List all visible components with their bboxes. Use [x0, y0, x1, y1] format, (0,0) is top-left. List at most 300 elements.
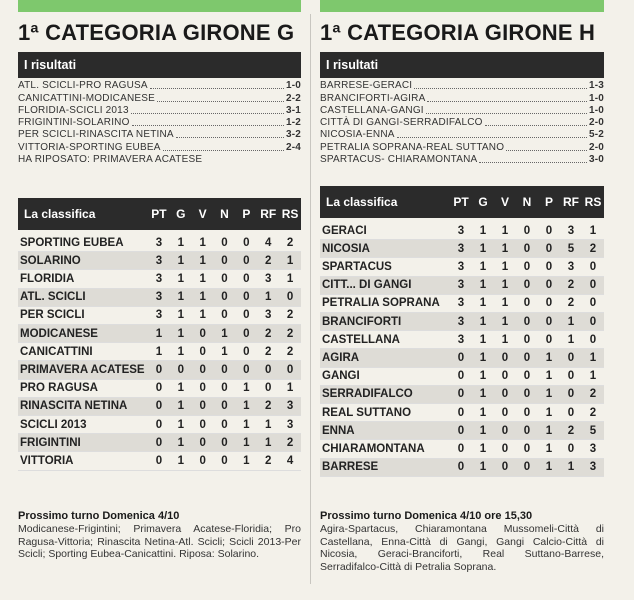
result-row	[320, 129, 604, 141]
team-name: NICOSIA	[322, 242, 370, 255]
stat-v: 0	[199, 345, 206, 358]
dot-leader	[485, 125, 587, 126]
result-row	[18, 105, 301, 117]
stat-n: 0	[221, 291, 228, 304]
team-name: PRO RAGUSA	[20, 382, 98, 395]
stat-n: 0	[523, 333, 531, 346]
stat-n: 0	[523, 351, 531, 364]
stat-g: 1	[479, 461, 487, 474]
stat-g: 1	[177, 345, 184, 358]
stat-rf: 5	[567, 242, 575, 255]
stat-v: 0	[199, 400, 206, 413]
stat-n: 0	[221, 254, 228, 267]
stat-n: 0	[523, 279, 531, 292]
stat-p: 0	[545, 261, 553, 274]
stat-v: 1	[199, 291, 206, 304]
stat-rs: 2	[589, 406, 597, 419]
result-match: CANICATTINI-MODICANESE	[18, 92, 155, 104]
standings-row	[320, 368, 604, 386]
result-row	[320, 105, 604, 117]
girone-g-results-header: I risultati	[18, 52, 301, 78]
column-header-g: G	[478, 195, 488, 210]
standings-row	[320, 258, 604, 276]
stat-v: 0	[199, 436, 206, 449]
stat-n: 0	[221, 418, 228, 431]
stat-pt: 0	[155, 454, 163, 467]
stat-pt: 0	[155, 436, 163, 449]
standings-row	[320, 440, 604, 458]
stat-rs: 3	[286, 400, 294, 413]
stat-n: 0	[221, 309, 228, 322]
team-name: CASTELLANA	[322, 333, 400, 346]
stat-p: 1	[243, 418, 250, 431]
result-row	[320, 80, 604, 92]
stat-rf: 1	[265, 436, 272, 449]
column-header-rs: RS	[281, 207, 299, 222]
stat-v: 0	[501, 424, 509, 437]
result-row	[18, 129, 301, 141]
stat-pt: 3	[457, 315, 465, 328]
top-green-strip-left	[18, 0, 301, 12]
result-score: 2-0	[588, 117, 604, 129]
result-match: PER SCICLI-RINASCITA NETINA	[18, 129, 174, 141]
dot-leader	[163, 150, 284, 151]
stat-g: 1	[177, 273, 184, 286]
girone-h-results-header: I risultati	[320, 52, 604, 78]
stat-v: 1	[501, 333, 509, 346]
stat-v: 0	[199, 382, 206, 395]
stat-rf: 3	[567, 224, 575, 237]
stat-p: 1	[243, 454, 250, 467]
stat-n: 0	[523, 461, 531, 474]
stat-v: 0	[199, 418, 206, 431]
dot-leader	[131, 113, 284, 114]
stat-g: 1	[479, 333, 487, 346]
girone-g-next-round	[18, 510, 301, 561]
stat-v: 1	[199, 254, 206, 267]
stat-pt: 3	[457, 224, 465, 237]
column-header-pt: PT	[453, 195, 469, 210]
team-name: ENNA	[322, 424, 355, 437]
stat-g: 1	[177, 382, 184, 395]
stat-p: 0	[243, 291, 250, 304]
stat-g: 1	[479, 388, 487, 401]
team-name: RINASCITA NETINA	[20, 400, 128, 413]
stat-n: 0	[523, 261, 531, 274]
stat-pt: 1	[155, 327, 163, 340]
result-match: PETRALIA SOPRANA-REAL SUTTANO	[320, 141, 505, 153]
stat-pt: 3	[155, 254, 163, 267]
stat-pt: 3	[457, 297, 465, 310]
result-score: 1-0	[285, 80, 301, 92]
team-name: SOLARINO	[20, 254, 81, 267]
stat-g: 1	[479, 279, 487, 292]
girone-g-next-body: Modicanese-Frigintini; Primavera Acatese-Floridia; Pro Ragusa-Vittoria; Rinascita Netina-Atl. Scicli; Scicli 2013-Per Scicli; Sporting Eubea-Canicattini. Riposa: Solarino.	[18, 523, 301, 561]
stat-pt: 0	[155, 400, 163, 413]
standings-row	[18, 380, 301, 398]
stat-n: 0	[523, 424, 531, 437]
stat-v: 0	[501, 406, 509, 419]
stat-g: 1	[177, 309, 184, 322]
stat-rs: 0	[589, 315, 597, 328]
result-row	[18, 141, 301, 153]
result-match: BRANCIFORTI-AGIRA	[320, 92, 426, 104]
stat-g: 1	[177, 454, 184, 467]
girone-h-title: 1ª CATEGORIA GIRONE H	[320, 20, 596, 45]
stat-v: 0	[501, 388, 509, 401]
stat-rs: 3	[286, 418, 294, 431]
stat-n: 0	[523, 297, 531, 310]
stat-rs: 0	[286, 363, 294, 376]
stat-rs: 0	[589, 261, 597, 274]
team-name: BRANCIFORTI	[322, 315, 402, 328]
stat-p: 0	[243, 345, 250, 358]
stat-n: 0	[221, 436, 228, 449]
stat-v: 1	[501, 261, 509, 274]
stat-pt: 3	[457, 261, 465, 274]
standings-row	[18, 234, 301, 252]
stat-g: 1	[479, 442, 487, 455]
stat-rs: 2	[589, 388, 597, 401]
stat-n: 0	[221, 454, 228, 467]
team-name: PRIMAVERA ACATESE	[20, 363, 145, 376]
stat-rf: 4	[265, 236, 272, 249]
team-name: GANGI	[322, 370, 360, 383]
stat-rs: 1	[286, 254, 294, 267]
stat-p: 0	[243, 309, 250, 322]
stat-pt: 3	[457, 242, 465, 255]
team-name: SPARTACUS	[322, 261, 392, 274]
stat-rf: 3	[265, 273, 272, 286]
team-name: CITT... DI GANGI	[322, 279, 412, 292]
stat-v: 0	[199, 454, 206, 467]
stat-pt: 3	[457, 333, 465, 346]
result-row	[18, 92, 301, 104]
stat-rf: 0	[265, 363, 272, 376]
standings-row	[320, 422, 604, 440]
result-score: 1-0	[588, 104, 604, 116]
standings-row	[18, 361, 301, 379]
team-name: FRIGINTINI	[20, 436, 81, 449]
stat-v: 1	[501, 242, 509, 255]
stat-rs: 2	[286, 236, 294, 249]
stat-g: 1	[479, 370, 487, 383]
stat-rs: 2	[286, 345, 294, 358]
standings-row	[18, 434, 301, 452]
standings-row	[18, 343, 301, 361]
result-score: 5-2	[588, 129, 604, 141]
result-score: 2-4	[285, 141, 301, 153]
dot-leader	[506, 150, 587, 151]
stat-p: 1	[545, 406, 553, 419]
stat-p: 0	[545, 297, 553, 310]
column-header-n: N	[220, 207, 229, 222]
stat-p: 0	[545, 242, 553, 255]
result-row	[18, 117, 301, 129]
stat-p: 0	[243, 363, 250, 376]
stat-n: 0	[523, 224, 531, 237]
team-name: GERACI	[322, 224, 367, 237]
column-header-g: G	[176, 207, 186, 222]
stat-g: 1	[177, 236, 184, 249]
result-row	[320, 154, 604, 166]
stat-p: 1	[545, 461, 553, 474]
column-header-p: P	[242, 207, 251, 222]
stat-n: 0	[523, 388, 531, 401]
stat-rf: 0	[567, 406, 575, 419]
dot-leader	[414, 88, 587, 89]
result-score: 2-0	[588, 141, 604, 153]
stat-v: 0	[501, 461, 509, 474]
girone-g-title: 1ª CATEGORIA GIRONE G	[18, 20, 295, 45]
stat-p: 0	[545, 315, 553, 328]
stat-rs: 4	[286, 454, 294, 467]
stat-rf: 2	[265, 400, 272, 413]
stat-pt: 0	[457, 351, 465, 364]
stat-p: 1	[243, 382, 250, 395]
stat-p: 0	[243, 327, 250, 340]
dot-leader	[397, 137, 587, 138]
standings-row	[18, 398, 301, 416]
standings-row	[320, 331, 604, 349]
stat-rs: 1	[589, 351, 597, 364]
dot-leader	[157, 101, 284, 102]
stat-rf: 1	[265, 418, 272, 431]
stat-n: 0	[221, 382, 228, 395]
stat-g: 1	[177, 254, 184, 267]
girone-g-standings-table	[18, 234, 301, 470]
stat-rs: 2	[286, 436, 294, 449]
stat-rs: 1	[286, 382, 294, 395]
result-score: 1-0	[588, 92, 604, 104]
stat-pt: 0	[457, 388, 465, 401]
column-header-v: V	[500, 195, 509, 210]
result-row	[320, 117, 604, 129]
stat-pt: 0	[457, 370, 465, 383]
team-name: REAL SUTTANO	[322, 406, 412, 419]
stat-pt: 0	[155, 363, 163, 376]
standings-row	[320, 240, 604, 258]
stat-n: 0	[221, 363, 228, 376]
dot-leader	[427, 101, 586, 102]
stat-pt: 3	[155, 309, 163, 322]
stat-n: 0	[523, 406, 531, 419]
stat-rf: 2	[265, 327, 272, 340]
stat-v: 1	[501, 224, 509, 237]
standings-row	[320, 222, 604, 240]
stat-n: 0	[221, 400, 228, 413]
stat-pt: 0	[155, 382, 163, 395]
stat-p: 1	[545, 351, 553, 364]
girone-h-next-body: Agira-Spartacus, Chiaramontana Mussomeli-Città di Castellana, Enna-Città di Gangi, Gangi Calcio-Città di Nicosia, Geraci-Branciforti, Real Suttano-Barrese, Serradifalco-Città di Petralia Soprana.	[320, 523, 604, 573]
stat-n: 0	[221, 236, 228, 249]
dot-leader	[479, 162, 587, 163]
standings-label: La classifica	[326, 195, 398, 210]
girone-h-results-list	[320, 80, 604, 166]
stat-pt: 0	[155, 418, 163, 431]
dot-leader	[176, 137, 284, 138]
stat-p: 1	[545, 388, 553, 401]
stat-n: 1	[221, 345, 228, 358]
stat-v: 0	[199, 327, 206, 340]
stat-p: 0	[243, 254, 250, 267]
stat-pt: 1	[155, 345, 163, 358]
stat-v: 0	[501, 442, 509, 455]
result-score: 3-1	[285, 104, 301, 116]
stat-g: 1	[479, 424, 487, 437]
stat-n: 0	[523, 242, 531, 255]
standings-label: La classifica	[24, 207, 96, 222]
result-match: SPARTACUS- CHIARAMONTANA	[320, 154, 478, 166]
stat-rf: 2	[567, 297, 575, 310]
stat-v: 1	[501, 279, 509, 292]
dot-leader	[150, 88, 284, 89]
stat-p: 1	[545, 424, 553, 437]
column-header-pt: PT	[151, 207, 167, 222]
result-score: 3-2	[285, 129, 301, 141]
result-score: 1-2	[285, 117, 301, 129]
result-row	[18, 80, 301, 92]
stat-pt: 3	[155, 236, 163, 249]
stat-rs: 0	[589, 333, 597, 346]
result-row	[320, 141, 604, 153]
girone-g-column	[18, 14, 301, 471]
stat-g: 1	[177, 400, 184, 413]
girone-g-rest-note: HA RIPOSATO: PRIMAVERA ACATESE	[18, 153, 203, 165]
result-row	[320, 92, 604, 104]
standings-row	[320, 313, 604, 331]
stat-g: 1	[479, 242, 487, 255]
column-header-v: V	[198, 207, 207, 222]
standings-row	[320, 277, 604, 295]
team-name: FLORIDIA	[20, 273, 75, 286]
team-name: SPORTING EUBEA	[20, 236, 124, 249]
result-score: 1-3	[588, 80, 604, 92]
stat-pt: 0	[457, 424, 465, 437]
stat-rf: 0	[567, 370, 575, 383]
stat-p: 1	[545, 370, 553, 383]
stat-rf: 0	[567, 351, 575, 364]
stat-n: 1	[221, 327, 228, 340]
standings-row	[18, 289, 301, 307]
stat-p: 1	[243, 436, 250, 449]
stat-rf: 1	[567, 315, 575, 328]
dot-leader	[426, 113, 587, 114]
stat-rs: 0	[589, 297, 597, 310]
stat-pt: 0	[457, 442, 465, 455]
result-match: BARRESE-GERACI	[320, 80, 413, 92]
column-header-rf: RF	[563, 195, 579, 210]
stat-pt: 3	[155, 273, 163, 286]
stat-v: 1	[501, 315, 509, 328]
stat-rf: 3	[567, 261, 575, 274]
stat-v: 1	[199, 273, 206, 286]
stat-p: 1	[243, 400, 250, 413]
standings-row	[18, 270, 301, 288]
stat-p: 0	[545, 279, 553, 292]
stat-n: 0	[523, 442, 531, 455]
stat-rf: 2	[567, 424, 575, 437]
stat-rs: 3	[589, 442, 597, 455]
stat-rf: 2	[265, 254, 272, 267]
girone-g-results-list	[18, 80, 301, 154]
stat-rf: 2	[265, 345, 272, 358]
girone-h-next-title: Prossimo turno Domenica 4/10 ore 15,30	[320, 510, 533, 522]
stat-g: 1	[479, 315, 487, 328]
stat-v: 0	[199, 363, 206, 376]
dot-leader	[132, 125, 284, 126]
stat-rs: 0	[286, 291, 294, 304]
result-match: CITTÀ DI GANGI-SERRADIFALCO	[320, 117, 483, 129]
result-match: VITTORIA-SPORTING EUBEA	[18, 141, 161, 153]
stat-rf: 1	[567, 333, 575, 346]
stat-rs: 1	[286, 273, 294, 286]
stat-p: 1	[545, 442, 553, 455]
stat-g: 1	[177, 327, 184, 340]
standings-row	[18, 307, 301, 325]
standings-row	[320, 349, 604, 367]
stat-pt: 0	[457, 406, 465, 419]
stat-v: 0	[501, 351, 509, 364]
team-name: BARRESE	[322, 461, 379, 474]
stat-rf: 2	[265, 454, 272, 467]
team-name: AGIRA	[322, 351, 360, 364]
result-match: FRIGINTINI-SOLARINO	[18, 117, 130, 129]
stat-rs: 3	[589, 461, 597, 474]
standings-row	[18, 416, 301, 434]
stat-rs: 1	[589, 370, 597, 383]
result-match: NICOSIA-ENNA	[320, 129, 395, 141]
stat-pt: 0	[457, 461, 465, 474]
stat-g: 1	[177, 436, 184, 449]
standings-row	[18, 325, 301, 343]
standings-row	[320, 404, 604, 422]
column-divider	[310, 14, 311, 584]
stat-p: 0	[243, 273, 250, 286]
stat-p: 0	[545, 224, 553, 237]
stat-v: 1	[501, 297, 509, 310]
standings-row	[18, 452, 301, 470]
stat-g: 1	[479, 351, 487, 364]
stat-v: 1	[199, 236, 206, 249]
stat-rf: 3	[265, 309, 272, 322]
stat-rf: 2	[567, 279, 575, 292]
team-name: CHIARAMONTANA	[322, 442, 425, 455]
stat-rf: 0	[567, 388, 575, 401]
stat-n: 0	[523, 370, 531, 383]
girone-g-standings-header	[18, 198, 301, 230]
stat-g: 1	[479, 297, 487, 310]
girone-g-next-title: Prossimo turno Domenica 4/10	[18, 510, 180, 522]
girone-h-column	[320, 14, 604, 477]
girone-h-next-round	[320, 510, 604, 573]
girone-h-standings-table	[320, 222, 604, 477]
stat-pt: 3	[155, 291, 163, 304]
team-name: PER SCICLI	[20, 309, 85, 322]
column-header-p: P	[544, 195, 553, 210]
stat-n: 0	[523, 315, 531, 328]
stat-pt: 3	[457, 279, 465, 292]
column-header-rf: RF	[260, 207, 277, 222]
stat-g: 1	[479, 224, 487, 237]
column-header-rs: RS	[584, 195, 602, 210]
stat-g: 1	[177, 291, 184, 304]
stat-rs: 1	[589, 224, 597, 237]
stat-p: 0	[545, 333, 553, 346]
stat-rs: 2	[286, 327, 294, 340]
team-name: VITTORIA	[20, 454, 74, 467]
team-name: PETRALIA SOPRANA	[322, 297, 440, 310]
